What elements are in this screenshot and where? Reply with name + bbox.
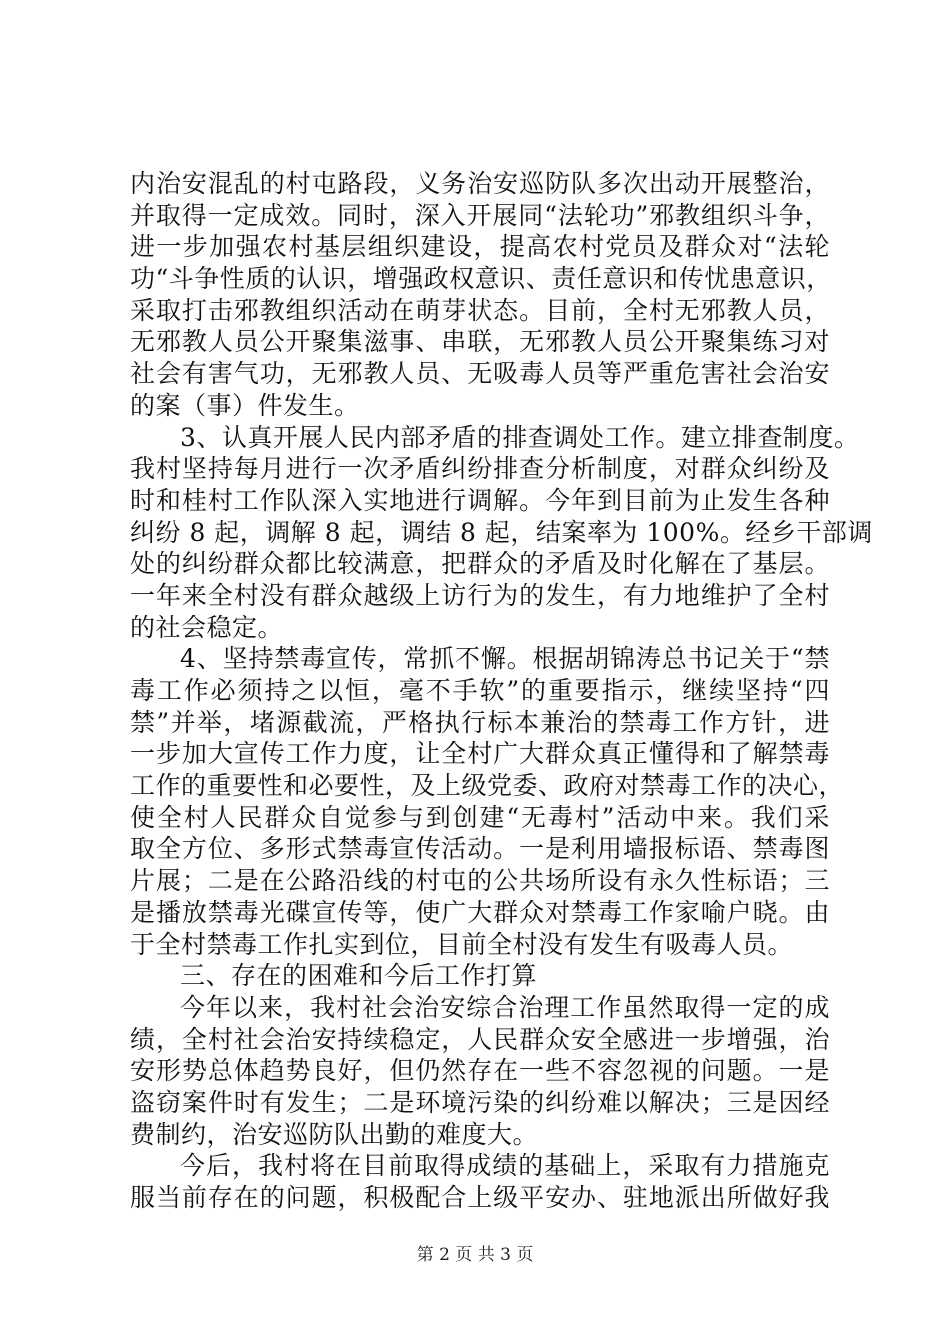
text-line: 工作的重要性和必要性，及上级党委、政府对禁毒工作的决心，	[130, 771, 845, 801]
page-number-footer: 第 2 页 共 3 页	[416, 1245, 534, 1265]
text-line: 处的纠纷群众都比较满意，把群众的矛盾及时化解在了基层。	[130, 549, 830, 579]
text-line: 一年来全村没有群众越级上访行为的发生，有力地维护了全村	[130, 580, 830, 610]
text-line: 今年以来，我村社会治安综合治理工作虽然取得一定的成	[180, 992, 830, 1022]
text-line: 时和桂村工作队深入实地进行调解。今年到目前为止发生各种	[130, 485, 830, 515]
text-line: 于全村禁毒工作扎实到位，目前全村没有发生有吸毒人员。	[130, 929, 794, 959]
text-line: 纠纷 8 起，调解 8 起，调结 8 起，结案率为 100%。经乡干部调	[130, 517, 873, 547]
text-line: 进一步加强农村基层组织建设，提高农村党员及群众对“法轮	[130, 232, 830, 262]
text-line: 今后，我村将在目前取得成绩的基础上，采取有力措施克	[180, 1151, 830, 1181]
text-line: 并取得一定成效。同时，深入开展同“法轮功”邪教组织斗争，	[130, 200, 830, 230]
text-line: 功“斗争性质的认识，增强政权意识、责任意识和传忧患意识，	[130, 264, 832, 294]
paragraph-heading-3: 3、认真开展人民内部矛盾的排查调处工作。建立排查制度。	[180, 422, 860, 452]
text-line: 无邪教人员公开聚集滋事、串联，无邪教人员公开聚集练习对	[130, 327, 830, 357]
text-line: 一步加大宣传工作力度，让全村广大群众真正懂得和了解禁毒	[130, 739, 830, 769]
text-line: 采取打击邪教组织活动在萌芽状态。目前，全村无邪教人员，	[130, 295, 830, 325]
text-line: 安形势总体趋势良好，但仍然存在一些不容忽视的问题。一是	[130, 1056, 830, 1086]
text-line: 毒工作必须持之以恒，毫不手软”的重要指示，继续坚持“四	[130, 676, 830, 705]
text-line: 绩，全村社会治安持续稳定，人民群众安全感进一步增强，治	[130, 1024, 830, 1054]
text-line: 的社会稳定。	[130, 612, 284, 642]
text-line: 禁”并举，堵源截流，严格执行标本兼治的禁毒工作方针，进	[130, 707, 830, 737]
text-line: 取全方位、多形式禁毒宣传活动。一是利用墙报标语、禁毒图	[130, 834, 830, 864]
section-heading: 三、存在的困难和今后工作打算	[180, 961, 538, 991]
text-line: 的案（事）件发生。	[130, 390, 360, 420]
text-line: 服当前存在的问题，积极配合上级平安办、驻地派出所做好我	[130, 1183, 830, 1212]
paragraph-heading-4: 4、坚持禁毒宣传，常抓不懈。根据胡锦涛总书记关于“禁	[180, 644, 830, 674]
text-line: 社会有害气功，无邪教人员、无吸毒人员等严重危害社会治安	[130, 359, 830, 389]
text-line: 我村坚持每月进行一次矛盾纠纷排查分析制度，对群众纠纷及	[130, 454, 830, 484]
text-line: 是播放禁毒光碟宣传等，使广大群众对禁毒工作家喻户晓。由	[130, 897, 830, 927]
document-body	[130, 168, 873, 1214]
text-line: 内治安混乱的村屯路段，义务治安巡防队多次出动开展整治，	[130, 169, 830, 198]
text-line: 费制约，治安巡防队出勤的难度大。	[130, 1119, 539, 1149]
text-line: 盗窃案件时有发生；二是环境污染的纠纷难以解决；三是因经	[130, 1087, 830, 1117]
text-line: 使全村人民群众自觉参与到创建“无毒村”活动中来。我们采	[130, 802, 830, 832]
text-line: 片展；二是在公路沿线的村屯的公共场所设有永久性标语；三	[130, 866, 830, 896]
